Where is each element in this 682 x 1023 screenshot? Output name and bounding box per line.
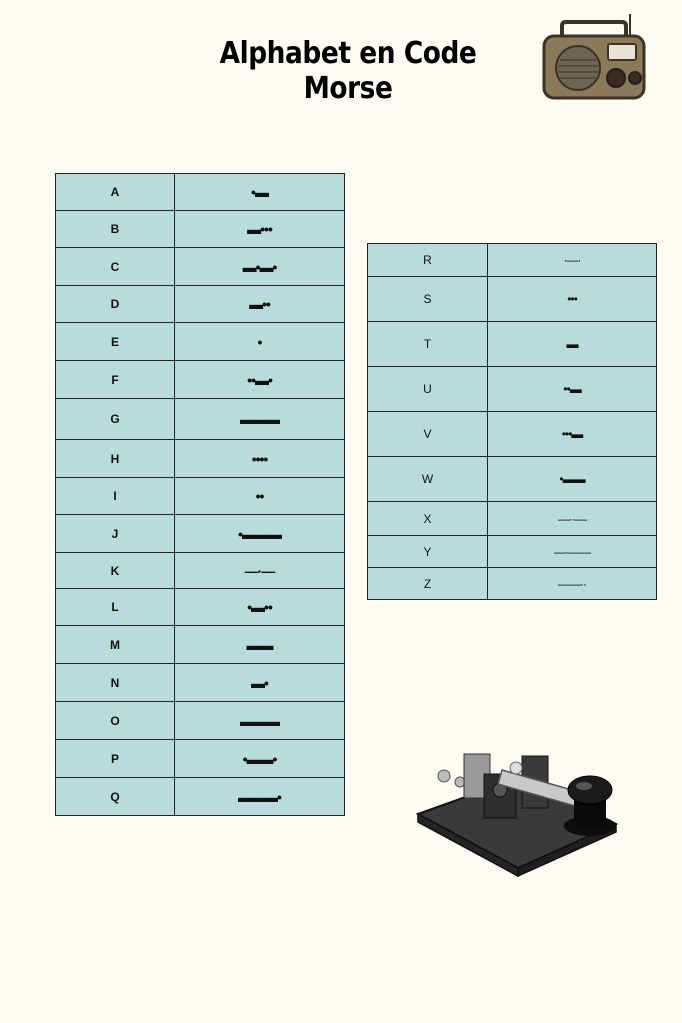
letter-cell: Z <box>368 568 488 600</box>
table-row <box>368 367 657 412</box>
morse-code-cell: ▬▬▬ <box>175 399 345 440</box>
letter-cell: A <box>56 174 175 211</box>
morse-code-cell: •• <box>175 478 345 515</box>
morse-code-cell: •▬▬ <box>488 457 657 502</box>
morse-code-cell: ·—· <box>488 244 657 277</box>
morse-code-cell: ••• <box>488 277 657 322</box>
table-row <box>368 457 657 502</box>
letter-cell: P <box>56 740 175 778</box>
telegraph-key-icon <box>412 738 622 878</box>
morse-code-cell: •▬▬▬ <box>175 515 345 553</box>
table-row <box>56 778 345 816</box>
table-row <box>368 322 657 367</box>
morse-code-cell: •••▬ <box>488 412 657 457</box>
letter-cell: Q <box>56 778 175 816</box>
morse-code-cell: ▬•• <box>175 286 345 323</box>
table-row <box>56 702 345 740</box>
letter-cell: T <box>368 322 488 367</box>
table-row <box>56 248 345 286</box>
morse-code-cell: —·— <box>175 553 345 589</box>
table-row <box>56 626 345 664</box>
morse-code-cell: ••▬ <box>488 367 657 412</box>
letter-cell: O <box>56 702 175 740</box>
letter-cell: X <box>368 502 488 536</box>
morse-code-cell: •▬ <box>175 174 345 211</box>
table-row <box>368 536 657 568</box>
morse-code-cell: ▬▬▬ <box>175 702 345 740</box>
morse-table-right <box>367 243 657 600</box>
letter-cell: C <box>56 248 175 286</box>
letter-cell: W <box>368 457 488 502</box>
morse-code-cell: ▬▬ <box>175 626 345 664</box>
table-row <box>56 664 345 702</box>
table-row <box>368 244 657 277</box>
letter-cell: J <box>56 515 175 553</box>
morse-code-cell: ••▬• <box>175 361 345 399</box>
table-row <box>56 440 345 478</box>
table-row <box>368 502 657 536</box>
letter-cell: G <box>56 399 175 440</box>
morse-code-cell: ▬ <box>488 322 657 367</box>
table-row <box>368 568 657 600</box>
table-row <box>56 740 345 778</box>
letter-cell: F <box>56 361 175 399</box>
letter-cell: D <box>56 286 175 323</box>
morse-code-cell: —··— <box>488 502 657 536</box>
morse-code-cell: •▬▬• <box>175 740 345 778</box>
vintage-radio-icon <box>540 12 648 102</box>
letter-cell: H <box>56 440 175 478</box>
table-row <box>56 478 345 515</box>
morse-code-cell: ▬• <box>175 664 345 702</box>
letter-cell: S <box>368 277 488 322</box>
morse-code-cell: • <box>175 323 345 361</box>
morse-code-cell: •••• <box>175 440 345 478</box>
letter-cell: M <box>56 626 175 664</box>
letter-cell: U <box>368 367 488 412</box>
morse-code-cell: ▬▬▬• <box>175 778 345 816</box>
table-row <box>56 361 345 399</box>
morse-code-cell: •▬•• <box>175 589 345 626</box>
table-row <box>368 277 657 322</box>
morse-code-cell: ▬•▬• <box>175 248 345 286</box>
table-row <box>56 553 345 589</box>
table-row <box>56 515 345 553</box>
morse-table-left <box>55 173 345 816</box>
letter-cell: V <box>368 412 488 457</box>
letter-cell: R <box>368 244 488 277</box>
table-row <box>56 211 345 248</box>
letter-cell: L <box>56 589 175 626</box>
table-row <box>56 399 345 440</box>
letter-cell: N <box>56 664 175 702</box>
letter-cell: E <box>56 323 175 361</box>
morse-code-cell: —·—— <box>488 536 657 568</box>
letter-cell: K <box>56 553 175 589</box>
morse-code-cell: ——·· <box>488 568 657 600</box>
letter-cell: Y <box>368 536 488 568</box>
letter-cell: B <box>56 211 175 248</box>
table-row <box>56 174 345 211</box>
table-row <box>368 412 657 457</box>
morse-code-cell: ▬••• <box>175 211 345 248</box>
page-title: Alphabet en Code Morse <box>219 36 477 106</box>
table-row <box>56 323 345 361</box>
table-row <box>56 589 345 626</box>
letter-cell: I <box>56 478 175 515</box>
table-row <box>56 286 345 323</box>
